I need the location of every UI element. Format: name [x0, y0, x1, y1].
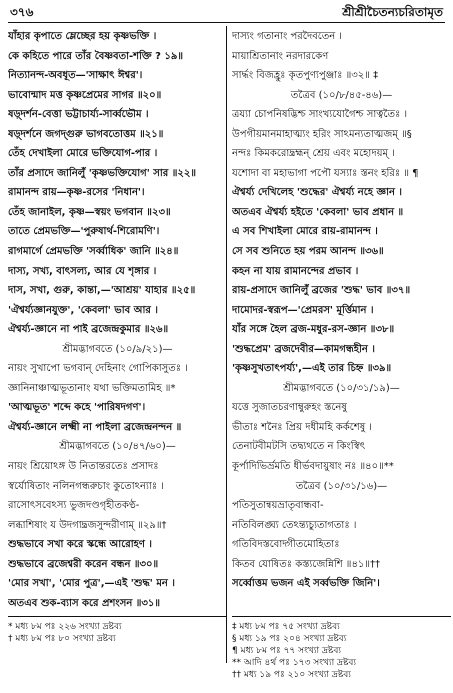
- running-title: শ্রীশ্রীচৈতন্যচরিতামৃত: [342, 5, 443, 19]
- text-line: কিতব যোষিতঃ কস্ত্যজেন্নিশি ॥৪১॥††: [232, 558, 381, 570]
- page-header: [0, 0, 453, 22]
- text-line: অতএব ঐশ্বর্য্য হইতে 'কেবলা' ভাব প্রধান ॥: [232, 206, 404, 218]
- text-line: ষড়্দর্শনে জগদ্গুরু ভাগবতোত্তম ॥২১॥: [8, 128, 164, 140]
- text-line: তেঁহ জানাইল, কৃষ্ণ—স্বয়ং ভগবান ॥২৩॥: [8, 206, 171, 218]
- text-line: নিত্যানন্দ-অবধূত—'সাক্ষাৎ ঈশ্বর'।: [8, 70, 143, 82]
- text-line: ত্রয্যা চোপনিষদ্ভিশ্চ সাংখ্যযোগৈশ্চ সাত্বতৈঃ ।: [232, 109, 408, 121]
- text-line: স্বর্যোষিতাং নলিনগন্ধরুচাং কুতোঽন্যাঃ ।: [8, 480, 164, 492]
- text-line: দাস্যং গতানাং পরদৈবতেন ।: [232, 31, 343, 42]
- text-line: দাস্য, সখ্য, বাৎসল্য, আর যে শৃঙ্গার ।: [8, 265, 157, 277]
- text-line: 'কৃষ্ণসুখতাৎপর্য্য',—এই তার চিহ্ন ॥৩৯॥: [232, 363, 392, 375]
- text-line: 'আত্মভূত' শব্দে কহে 'পারিষদগণ'।: [8, 402, 146, 414]
- right-column: [232, 27, 451, 615]
- text-line: গতিবিদস্তবোদ্গীতমোহিতাঃ: [232, 539, 340, 551]
- text-line: রাসোৎসবেঽস্য ভুজদণ্ডগৃহীতকণ্ঠ-: [8, 500, 140, 512]
- text-line: এ সব শিখাইলা মোরে রায়-রামানন্দ ।: [232, 226, 378, 238]
- text-line: শ্রীমদ্ভাগবতে (১০/৯/২১)—: [62, 343, 173, 355]
- footnote: †† মধ্য ১৯ পঃ ২১০ সংখ্যা দ্রষ্টব্য: [232, 670, 351, 680]
- text-line: দাস, সখা, গুরু, কান্তা,—'আশ্রয়' যাহার ॥২৫॥: [8, 285, 196, 297]
- footnote: ** আদি ৪র্থ পঃ ১৭৩ সংখ্যা দ্রষ্টব্য: [232, 658, 357, 668]
- text-line: যশোদা বা মহাভাগা পপৌ যস্যাঃ স্তনং হরিঃ ॥ ¶: [232, 167, 419, 179]
- text-line: 'শুদ্ধপ্রেম' ব্রজদেবীর—কামগন্ধহীন ।: [232, 343, 375, 355]
- text-line: জ্ঞানিনাঞ্চাত্মভূতানাং যথা ভক্তিমতামিহ ॥*: [8, 382, 176, 394]
- text-line: তাতে প্রেমভক্তি—'পুরুষার্থ-শিরোমণি'।: [8, 226, 160, 238]
- text-line: ঐশ্বর্য্য দেখিলেহ 'শুদ্ধের' ঐশ্বর্য্য নহে জ্ঞান ।: [232, 187, 403, 199]
- text-line: নতিবিলঙ্ঘ্য তেঽন্ত্যচ্যুতাগতাঃ ।: [232, 519, 357, 531]
- footnote-rule-left: [8, 616, 227, 617]
- text-line: যত্তে সুজাতচরণাম্বুরুহং স্তনেষু: [232, 402, 347, 414]
- text-line: নায়ং সুখাপো ভগবান্ দেহিনাং গোপিকাসুতঃ ।: [8, 363, 188, 375]
- text-line: রায়-প্রসাদে জানিলুঁ ব্রজের 'শুদ্ধ' ভাব ॥৩৭॥: [232, 285, 411, 297]
- footnote: ¶ মধ্য ৮ম পঃ ৭৭ সংখ্যা দ্রষ্টব্য: [232, 646, 341, 656]
- left-column: [8, 27, 227, 615]
- text-line: নন্দঃ কিমকরোদ্ব্রহ্মন্ শ্রেয় এবং মহোদয়ম্ ।: [232, 148, 395, 160]
- text-line: ঐশ্বর্য্য-জ্ঞানে লক্ষ্মী না পাইলা ব্রজেন্দ্রনন্দন ॥: [8, 421, 182, 433]
- text-line: দামোদর-স্বরূপ—'প্রেমরস' মূর্ত্তিমান ।: [232, 304, 374, 316]
- page-number: ৩৭৬: [10, 5, 34, 19]
- footnote: § মধ্য ১৯ পঃ ২০৪ সংখ্যা দ্রষ্টব্য: [232, 634, 347, 644]
- footnote: † মধ্য ৮ম পঃ ৮০ সংখ্যা দ্রষ্টব্য: [8, 634, 116, 644]
- text-line: উপগীয়মানমাহাত্ম্যং হরিং সাঽমন্যতাত্মজম্ ॥§: [232, 128, 412, 140]
- text-line: কে কহিতে পারে তাঁর বৈষ্ণবতা-শক্তি ? ১৯॥: [8, 50, 184, 62]
- text-line: যাঁর সঙ্গে হৈল ব্রজ-মধুর-রস-জ্ঞান ॥৩৮॥: [232, 324, 395, 336]
- text-line: সার্দ্ধং বিজহ্রুঃ কৃতপুণ্যপুঞ্জাঃ ॥৩২॥ ‡: [232, 70, 379, 82]
- text-line: তেনাটবীমটসি তদ্ব্যথতে ন কিংস্বিৎ: [232, 441, 366, 453]
- text-line: নায়ং শ্রিয়োঽঙ্গ উ নিতান্তরতেঃ প্রসাদঃ: [8, 461, 159, 473]
- text-line: অতএব শুক-ব্যাস করে প্রশংসন ॥৩১॥: [8, 597, 161, 609]
- text-line: তেঁহ দেখাইলা মোরে ভক্তিযোগ-পার ।: [8, 148, 158, 160]
- text-line: 'মোর সখা', 'মোর পুত্র',—এই 'শুদ্ধ' মন ।: [8, 578, 175, 590]
- text-line: লব্ধাশিষাং য উদগাদ্ব্রজসুন্দরীণাম্ ॥২৯॥†: [8, 519, 167, 531]
- text-line: ষড়্দর্শন-বেত্তা ভট্টাচার্য্য-সার্ব্বভৌম ।: [8, 109, 149, 121]
- footnote-rule-right: [232, 616, 451, 617]
- text-line: সে সব শুনিতে হয় পরম আনন্দ ॥৩৬॥: [232, 246, 384, 258]
- text-line: মায়াশ্রিতানাং নরদারকেণ: [232, 50, 329, 62]
- text-line: সর্ব্বোত্তম ভজন এই সর্ব্বভক্তি জিনি'।: [232, 578, 380, 590]
- text-line: যাঁহার কৃপাতে ম্লেচ্ছের হয় কৃষ্ণভক্তি ।: [8, 31, 157, 42]
- footnotes-right: [232, 621, 451, 681]
- header-rule: [8, 22, 445, 23]
- text-line: ঐশ্বর্য্য-জ্ঞানে না পাই ব্রজেন্দ্রকুমার ॥২৬॥: [8, 324, 169, 336]
- footnotes-left: [8, 621, 227, 645]
- text-line: 'ঐশ্বর্য্যজ্ঞানযুক্ত', 'কেবলা' ভাব আর ।: [8, 304, 158, 316]
- text-line: কহন না যায় রামানন্দের প্রভাব ।: [232, 265, 359, 277]
- text-line: পতিসুতান্বয়ভ্রাতৃবান্ধবা-: [232, 500, 324, 512]
- text-line: কূর্পাদিভির্ভ্রমতি ধীর্ভবদায়ুষাং নঃ ॥৪০॥**: [232, 461, 394, 473]
- text-line: শ্রীমদ্ভাগবতে (১০/৩১/১৯)—: [283, 382, 400, 394]
- text-line: ভাবোন্মাদ মত্ত কৃষ্ণপ্রেমের সাগর ॥২০॥: [8, 89, 162, 101]
- text-line: তত্রৈব (১০/৮/৪৫-৪৬)—: [290, 89, 393, 101]
- text-line: রামানন্দ রায়—কৃষ্ণ-রসের 'নিধান'।: [8, 187, 145, 199]
- footnote: * মধ্য ৮ম পঃ ২২৬ সংখ্যা দ্রষ্টব্য: [8, 622, 122, 632]
- footnote: ‡ মধ্য ৮ম পঃ ৭৫ সংখ্যা দ্রষ্টব্য: [232, 622, 340, 632]
- text-line: শুদ্ধভাবে ব্রজেশ্বরী করেন বন্ধন ॥৩০॥: [8, 558, 159, 570]
- text-line: শুদ্ধভাবে সখা করে স্কন্ধে আরোহণ ।: [8, 539, 152, 551]
- text-line: তাঁর প্রসাদে জানিলুঁ 'কৃষ্ণভক্তিযোগ' সার ॥২২॥: [8, 167, 197, 179]
- text-line: তত্রৈব (১০/৩১/১৬)—: [295, 480, 388, 492]
- text-line: [8, 613, 227, 615]
- text-line: শ্রীমদ্ভাগবতে (১০/৪৭/৬০)—: [59, 441, 176, 453]
- text-line: ভীতাঃ শনৈঃ প্রিয় দধীমহি কর্কশেষু ।: [232, 421, 372, 433]
- text-line: রাগমার্গে প্রেমভক্তি 'সর্ব্বাধিক' জানি ॥২৪॥: [8, 246, 179, 258]
